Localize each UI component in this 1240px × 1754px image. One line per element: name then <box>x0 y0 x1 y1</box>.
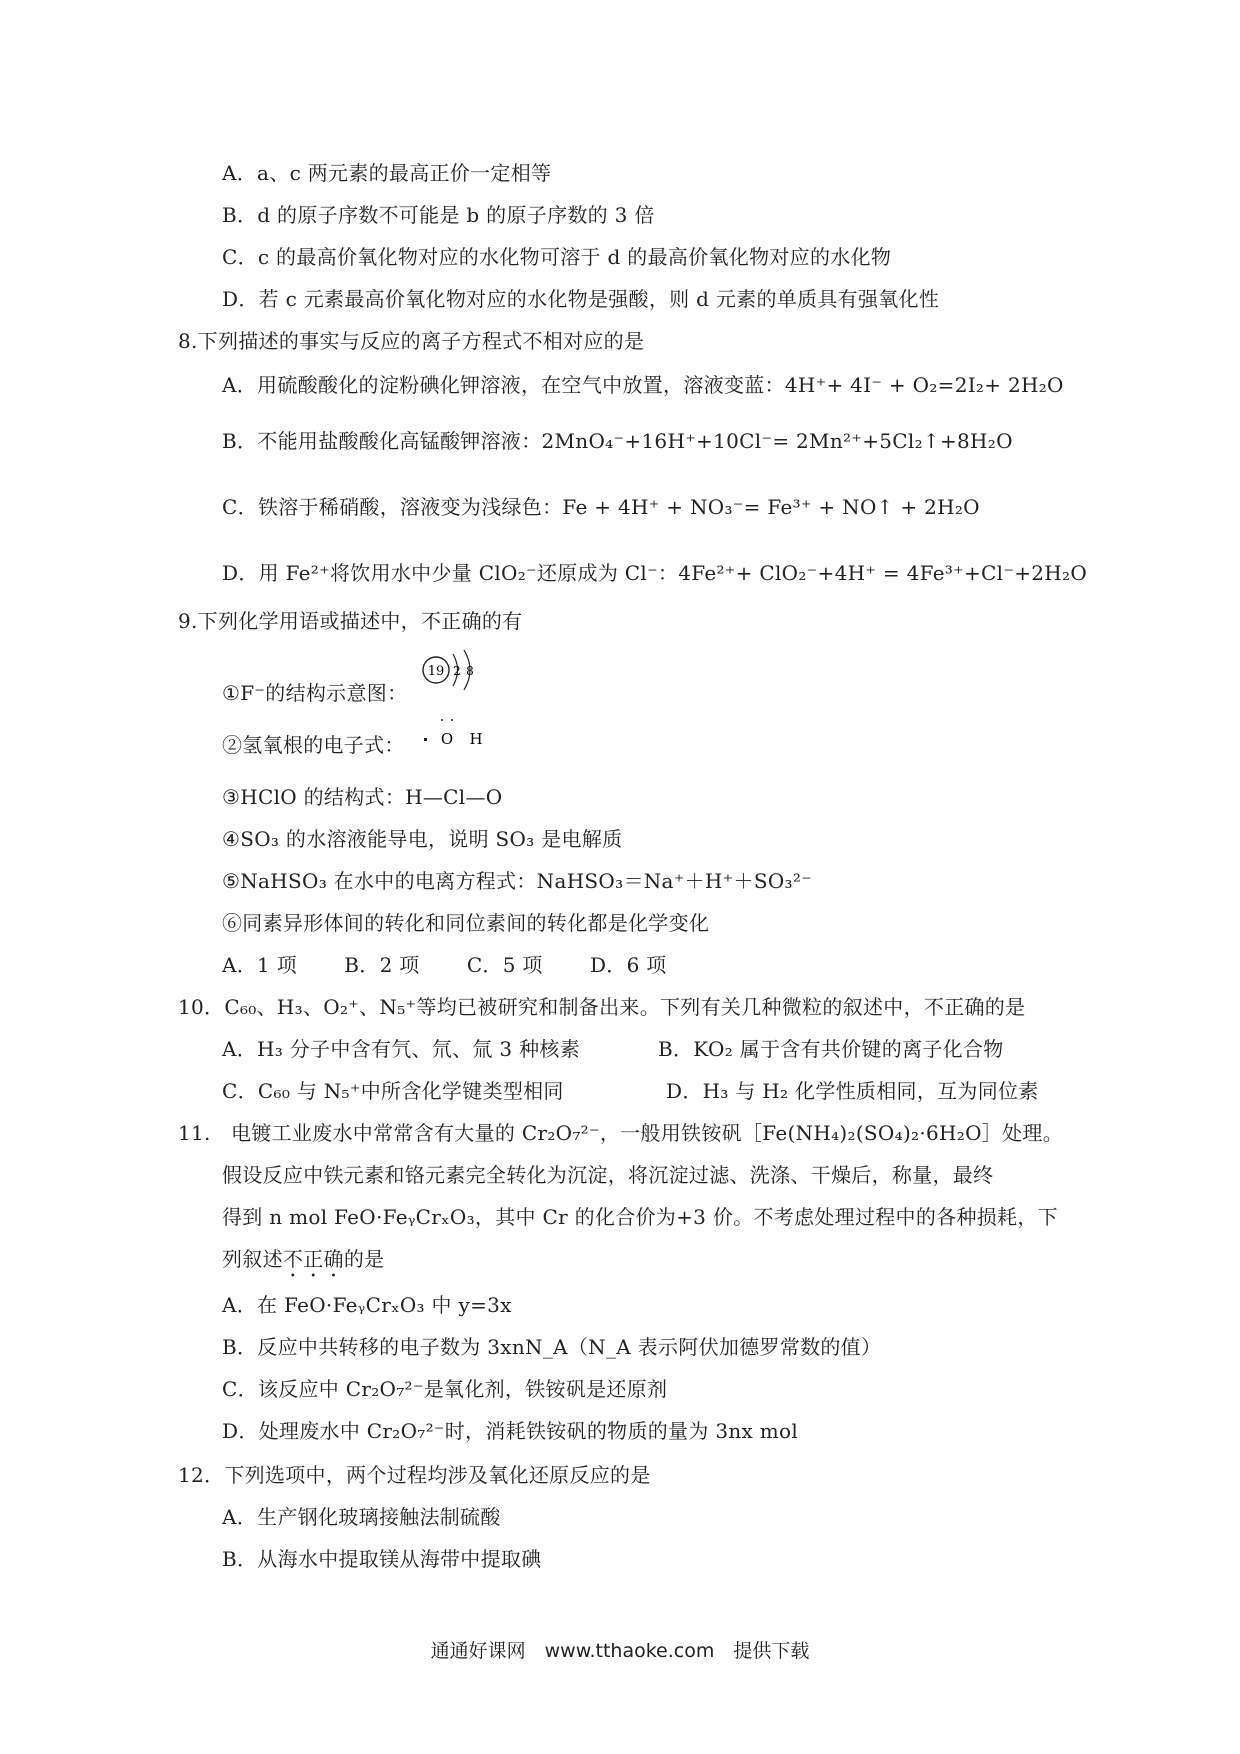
nucleus-charge: 19 <box>427 664 445 679</box>
q8-option-d: D．用 Fe²⁺将饮用水中少量 ClO₂⁻还原成为 Cl⁻：4Fe²⁺+ ClO₂⁻+4H⁺ = 4Fe³⁺+Cl⁻+2H₂O <box>222 561 1088 585</box>
q12-stem: 12．下列选项中，两个过程均涉及氧化还原反应的是 <box>178 1463 651 1487</box>
shell-2-count: 8 <box>466 664 474 678</box>
q8-option-b: B．不能用盐酸酸化高锰酸钾溶液：2MnO₄⁻+16H⁺+10Cl⁻= 2Mn²⁺+5Cl₂↑+8H₂O <box>222 429 1013 453</box>
dot <box>441 719 443 721</box>
q11-line4-prefix: 列叙述 <box>222 1247 283 1271</box>
q7-option-a: A．a、c 两元素的最高正价一定相等 <box>222 161 552 185</box>
hydrogen-symbol: H <box>469 730 483 748</box>
shell-1-count: 2 <box>453 664 461 678</box>
q11-line4-suffix: 的是 <box>343 1247 385 1271</box>
q10-option-b: B．KO₂ 属于含有共价键的离子化合物 <box>658 1037 1004 1061</box>
q8-option-a: A．用硫酸酸化的淀粉碘化钾溶液，在空气中放置，溶液变蓝：4H⁺+ 4I⁻ + O₂=2I₂+ 2H₂O <box>222 373 1064 397</box>
q10-stem: 10．C₆₀、H₃、O₂⁺、N₅⁺等均已被研究和制备出来。下列有关几种微粒的叙述中，不正确的是 <box>178 995 1026 1019</box>
dot <box>424 738 427 741</box>
dot <box>451 719 453 721</box>
q10-option-a: A．H₃ 分子中含有氕、氘、氚 3 种核素 <box>222 1037 580 1061</box>
q11-stem-line-3: 得到 n mol FeO·FeᵧCrₓO₃，其中 Cr 的化合价为+3 价。不考虑处理过程中的各种损耗，下 <box>222 1205 1058 1229</box>
oxygen-symbol: O <box>440 730 454 748</box>
q11-option-c: C．该反应中 Cr₂O₇²⁻是氧化剂，铁铵矾是还原剂 <box>222 1377 668 1401</box>
q11-emphasis-text: 不正确 <box>282 1247 344 1271</box>
page-footer: 通通好课网 www.tthaoke.com 提供下载 <box>430 1640 810 1662</box>
q9-item-6: ⑥同素异形体间的转化和同位素间的转化都是化学变化 <box>222 911 710 935</box>
q12-option-a: A．生产钢化玻璃接触法制硫酸 <box>222 1505 501 1529</box>
q10-option-c: C．C₆₀ 与 N₅⁺中所含化学键类型相同 <box>222 1079 564 1103</box>
q9-stem: 9.下列化学用语或描述中，不正确的有 <box>178 609 523 633</box>
q7-option-c: C．c 的最高价氧化物对应的水化物可溶于 d 的最高价氧化物对应的水化物 <box>222 245 892 269</box>
q9-item-4: ④SO₃ 的水溶液能导电，说明 SO₃ 是电解质 <box>222 827 623 851</box>
q11-stem-line-2: 假设反应中铁元素和铬元素完全转化为沉淀，将沉淀过滤、洗涤、干燥后，称量，最终 <box>222 1163 994 1187</box>
q8-stem: 8.下列描述的事实与反应的离子方程式不相对应的是 <box>178 329 645 353</box>
fluoride-structure-diagram <box>420 648 490 698</box>
q12-option-b: B．从海水中提取镁从海带中提取碘 <box>222 1547 542 1571</box>
q11-option-d: D．处理废水中 Cr₂O₇²⁻时，消耗铁铵矾的物质的量为 3nx mol <box>222 1419 799 1443</box>
q11-option-b: B．反应中共转移的电子数为 3xnN_A（N_A 表示阿伏加德罗常数的值） <box>222 1335 882 1359</box>
q9-options: A．1 项 B．2 项 C．5 项 D．6 项 <box>222 953 667 977</box>
q7-option-b: B．d 的原子序数不可能是 b 的原子序数的 3 倍 <box>222 203 655 227</box>
q9-item-2: ②氢氧根的电子式： <box>222 733 405 757</box>
q9-item-3: ③HClO 的结构式：H—Cl—O <box>222 785 503 809</box>
hydroxide-electron-dot-diagram <box>420 712 500 752</box>
q7-option-d: D．若 c 元素最高价氧化物对应的水化物是强酸，则 d 元素的单质具有强氧化性 <box>222 287 940 311</box>
q11-stem-line-4 <box>222 1246 384 1282</box>
q8-option-c: C．铁溶于稀硝酸，溶液变为浅绿色：Fe + 4H⁺ + NO₃⁻= Fe³⁺ + NO↑ + 2H₂O <box>222 495 980 519</box>
q10-option-d: D．H₃ 与 H₂ 化学性质相同，互为同位素 <box>666 1079 1039 1103</box>
q11-stem-line-1: 11. 电镀工业废水中常常含有大量的 Cr₂O₇²⁻，一般用铁铵矾［Fe(NH₄)₂(SO₄)₂·6H₂O］处理。 <box>178 1121 1064 1145</box>
q9-item-5: ⑤NaHSO₃ 在水中的电离方程式：NaHSO₃＝Na⁺＋H⁺＋SO₃²⁻ <box>222 869 813 893</box>
q11-option-a: A．在 FeO·FeᵧCrₓO₃ 中 y=3x <box>222 1293 512 1317</box>
q9-item-1: ①F⁻的结构示意图： <box>222 681 408 705</box>
